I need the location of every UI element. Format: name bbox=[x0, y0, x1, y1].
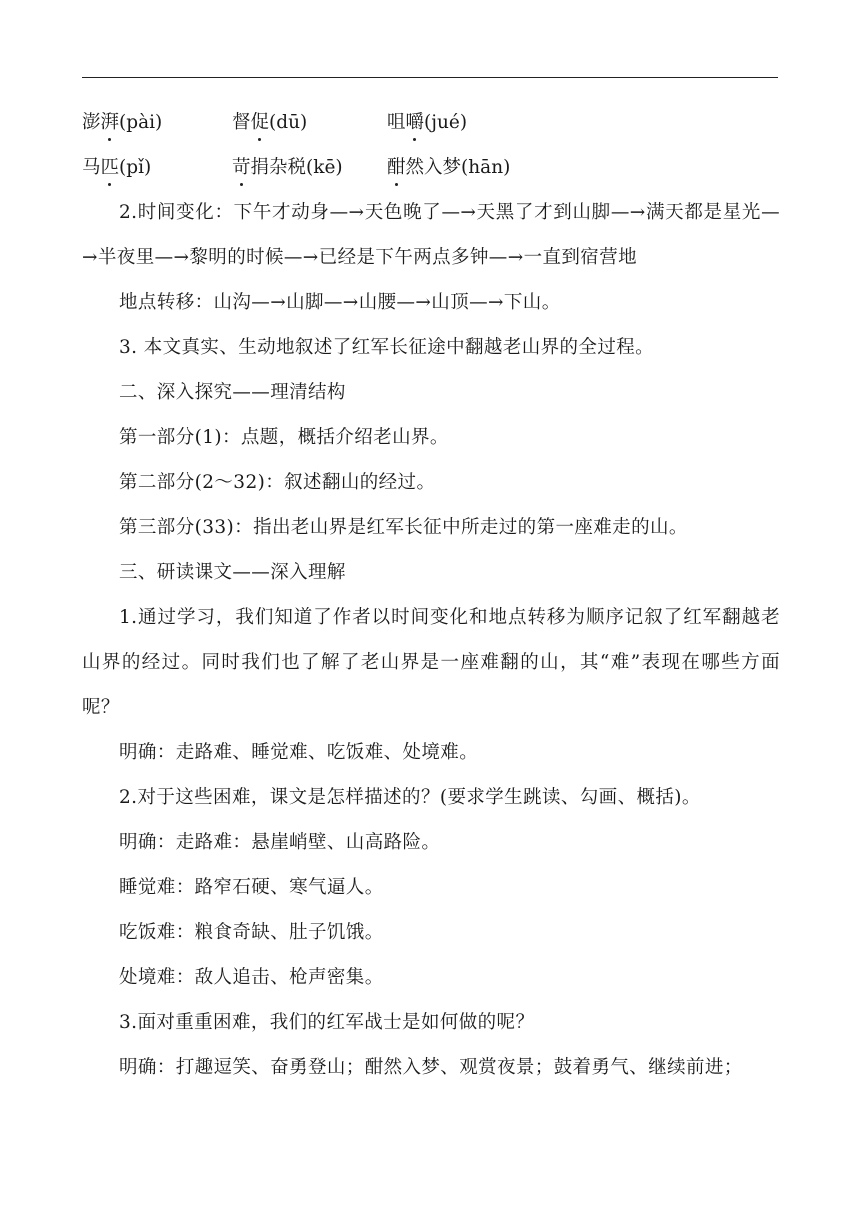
paragraph-question-1: 1.通过学习，我们知道了作者以时间变化和地点转移为顺序记叙了红军翻越老山界的经过。同时我们也了解了老山界是一座难翻的山，其“难”表现在哪些方面呢？ bbox=[82, 607, 780, 718]
section-heading-study: 三、研读课文——深入理解 bbox=[119, 562, 346, 583]
vocab-item: 督促(dū) bbox=[232, 100, 387, 145]
vocab-item: 咀嚼(jué) bbox=[387, 100, 637, 145]
paragraph-place-change: 地点转移：山沟—→山脚—→山腰—→山顶—→下山。 bbox=[119, 292, 561, 313]
paragraph-part-3: 第三部分(33)：指出老山界是红军长征中所走过的第一座难走的山。 bbox=[119, 517, 688, 538]
paragraph-answer-walking: 明确：走路难：悬崖峭壁、山高路险。 bbox=[119, 832, 441, 853]
paragraph-summary: 3. 本文真实、生动地叙述了红军长征途中翻越老山界的全过程。 bbox=[119, 337, 655, 358]
paragraph-part-2: 第二部分(2～32)：叙述翻山的经过。 bbox=[119, 472, 436, 493]
vocab-row-2 bbox=[82, 145, 780, 190]
document-body bbox=[82, 100, 780, 1090]
section-heading-structure: 二、深入探究——理清结构 bbox=[119, 382, 346, 403]
paragraph-time-change: 2.时间变化：下午才动身—→天色晚了—→天黑了才到山脚—→满天都是星光—→半夜里—→黎明的时候—→已经是下午两点多钟—→一直到宿营地 bbox=[82, 202, 780, 268]
paragraph-answer-situation: 处境难：敌人追击、枪声密集。 bbox=[119, 967, 384, 988]
paragraph-answer-1: 明确：走路难、睡觉难、吃饭难、处境难。 bbox=[119, 742, 479, 763]
paragraph-answer-3: 明确：打趣逗笑、奋勇登山；酣然入梦、观赏夜景；鼓着勇气、继续前进； bbox=[119, 1057, 743, 1078]
vocab-item: 澎湃(pài) bbox=[82, 100, 232, 145]
paragraph-question-3: 3.面对重重困难，我们的红军战士是如何做的呢？ bbox=[119, 1012, 535, 1033]
vocab-item: 酣然入梦(hān) bbox=[387, 145, 637, 190]
paragraph-part-1: 第一部分(1)：点题，概括介绍老山界。 bbox=[119, 427, 449, 448]
paragraph-question-2: 2.对于这些困难，课文是怎样描述的？(要求学生跳读、勾画、概括)。 bbox=[119, 787, 701, 808]
paragraph-answer-eating: 吃饭难：粮食奇缺、肚子饥饿。 bbox=[119, 922, 384, 943]
vocab-row-1 bbox=[82, 100, 780, 145]
paragraph-answer-sleeping: 睡觉难：路窄石硬、寒气逼人。 bbox=[119, 877, 384, 898]
header-rule bbox=[82, 77, 778, 78]
vocab-item: 苛捐杂税(kē) bbox=[232, 145, 387, 190]
vocab-item: 马匹(pǐ) bbox=[82, 145, 232, 190]
